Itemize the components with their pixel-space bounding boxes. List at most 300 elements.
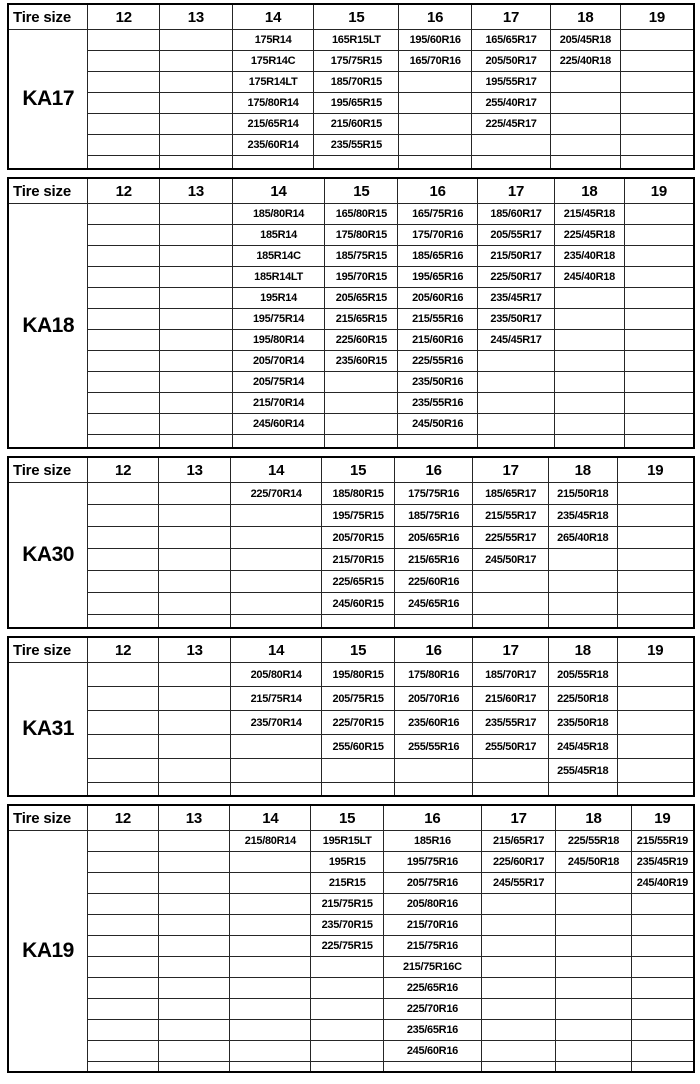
empty-cell [325,372,398,393]
empty-cell [230,1062,311,1073]
tire-size-cell: 225/55R17 [473,527,549,549]
tire-size-cell: 215/75R16 [383,936,481,957]
empty-cell [556,1020,631,1041]
empty-cell [230,957,311,978]
empty-cell [159,735,231,759]
empty-cell [88,1020,159,1041]
empty-cell [472,156,551,170]
tire-size-row [8,393,694,414]
empty-cell [325,393,398,414]
rim-diameter-header-12: 12 [88,805,159,831]
empty-cell [617,593,694,615]
empty-cell [478,414,555,435]
tire-size-cell: 235/55R17 [473,711,549,735]
tire-size-cell: 235/45R19 [631,852,694,873]
empty-cell [617,663,694,687]
empty-cell [624,309,694,330]
tire-size-cell: 205/80R14 [231,663,322,687]
tire-size-cell: 215/45R18 [554,204,624,225]
empty-cell [160,93,233,114]
tire-size-cell: 245/40R19 [631,873,694,894]
model-label-ka18: KA18 [8,204,88,449]
empty-cell [624,393,694,414]
tire-size-cell: 225/60R17 [481,852,555,873]
empty-cell [158,936,230,957]
empty-cell [88,225,160,246]
rim-diameter-header-12: 12 [88,4,160,30]
empty-cell [159,549,231,571]
tire-size-table-ka31 [7,636,695,797]
empty-cell [231,549,322,571]
tire-size-row [8,135,694,156]
tire-size-cell: 185R16 [383,831,481,852]
empty-cell [556,978,631,999]
rim-diameter-header-17: 17 [481,805,555,831]
rim-diameter-header-16: 16 [394,637,472,663]
empty-cell [159,571,231,593]
tire-size-row [8,225,694,246]
tire-size-cell: 195/65R15 [314,93,399,114]
rim-diameter-header-15: 15 [311,805,383,831]
tire-size-row [8,957,694,978]
empty-cell [88,873,159,894]
empty-cell [230,936,311,957]
tire-size-cell: 215/55R17 [473,505,549,527]
empty-cell [88,687,159,711]
tire-size-row [8,351,694,372]
empty-cell [231,527,322,549]
tire-size-row [8,1062,694,1073]
empty-cell [88,1041,159,1062]
empty-cell [88,735,159,759]
empty-cell [160,156,233,170]
empty-cell [311,978,383,999]
tire-size-cell: 195/75R14 [232,309,325,330]
model-label-ka31: KA31 [8,663,88,797]
empty-cell [556,1041,631,1062]
tire-size-row [8,156,694,170]
empty-cell [473,615,549,629]
empty-cell [160,288,233,309]
empty-cell [322,783,395,797]
empty-cell [231,505,322,527]
empty-cell [556,873,631,894]
tire-size-cell: 215/55R16 [398,309,478,330]
rim-diameter-header-13: 13 [159,637,231,663]
tire-size-cell: 195/75R16 [383,852,481,873]
empty-cell [620,72,694,93]
empty-cell [311,957,383,978]
empty-cell [554,351,624,372]
tire-size-row [8,51,694,72]
tire-size-cell: 185/65R16 [398,246,478,267]
empty-cell [325,435,398,449]
tire-size-cell: 245/40R18 [554,267,624,288]
empty-cell [160,330,233,351]
empty-cell [620,93,694,114]
empty-cell [159,615,231,629]
empty-cell [481,978,555,999]
tire-size-cell: 205/80R16 [383,894,481,915]
empty-cell [88,711,159,735]
empty-cell [554,414,624,435]
empty-cell [556,894,631,915]
tire-size-cell: 185/65R17 [473,483,549,505]
model-label-ka19: KA19 [8,831,88,1073]
empty-cell [88,759,159,783]
empty-cell [88,915,159,936]
empty-cell [158,1062,230,1073]
rim-diameter-header-15: 15 [314,4,399,30]
tire-size-cell: 225/65R15 [322,571,395,593]
rim-diameter-header-15: 15 [322,637,395,663]
tire-size-cell: 215/60R15 [314,114,399,135]
tire-size-cell: 195/75R15 [322,505,395,527]
tire-size-row [8,246,694,267]
empty-cell [231,759,322,783]
header-row [8,637,694,663]
tire-size-table-ka30 [7,456,695,629]
empty-cell [550,114,620,135]
empty-cell [473,759,549,783]
tire-size-row [8,330,694,351]
tire-size-row [8,267,694,288]
tire-size-cell: 255/50R17 [473,735,549,759]
tire-size-cell: 255/40R17 [472,93,551,114]
empty-cell [314,156,399,170]
tire-size-cell: 195R14 [232,288,325,309]
tire-size-cell: 245/45R18 [548,735,617,759]
empty-cell [617,759,694,783]
tire-size-cell: 235/60R14 [232,135,314,156]
tire-size-cell: 185/75R15 [325,246,398,267]
tire-size-cell: 215/70R15 [322,549,395,571]
empty-cell [624,288,694,309]
rim-diameter-header-12: 12 [88,637,159,663]
empty-cell [624,225,694,246]
empty-cell [631,1062,694,1073]
tire-size-cell: 225/60R16 [394,571,472,593]
tire-size-row [8,571,694,593]
empty-cell [160,204,233,225]
empty-cell [159,783,231,797]
tire-size-cell: 235/45R18 [548,505,617,527]
tire-size-row [8,687,694,711]
empty-cell [631,999,694,1020]
empty-cell [631,978,694,999]
tire-size-cell: 225/45R17 [472,114,551,135]
empty-cell [88,288,160,309]
tire-size-row [8,711,694,735]
empty-cell [160,51,233,72]
empty-cell [548,615,617,629]
empty-cell [88,936,159,957]
empty-cell [481,915,555,936]
empty-cell [88,852,159,873]
tire-size-cell: 205/65R16 [394,527,472,549]
empty-cell [158,978,230,999]
tire-size-cell: 165/65R17 [472,30,551,51]
tire-size-cell: 185R14LT [232,267,325,288]
empty-cell [88,593,159,615]
tire-size-cell: 205/55R18 [548,663,617,687]
empty-cell [88,505,159,527]
empty-cell [88,309,160,330]
tire-size-cell: 185/60R17 [478,204,555,225]
tire-size-cell: 175/70R16 [398,225,478,246]
empty-cell [88,267,160,288]
tire-size-cell: 215/60R16 [398,330,478,351]
tire-size-cell: 185R14 [232,225,325,246]
tire-size-cell: 245/50R16 [398,414,478,435]
rim-diameter-header-16: 16 [383,805,481,831]
tire-size-cell: 235/55R15 [314,135,399,156]
tire-size-row [8,615,694,629]
tire-size-cell: 185R14C [232,246,325,267]
tire-size-cell: 235/60R16 [394,711,472,735]
rim-diameter-header-19: 19 [624,178,694,204]
empty-cell [231,593,322,615]
empty-cell [399,135,472,156]
tire-size-cell: 235/70R15 [311,915,383,936]
empty-cell [160,114,233,135]
tire-size-row [8,114,694,135]
empty-cell [554,330,624,351]
tire-size-cell: 245/60R16 [383,1041,481,1062]
empty-cell [230,1020,311,1041]
empty-cell [394,783,472,797]
empty-cell [473,783,549,797]
tire-size-header-label: Tire size [8,637,88,663]
tire-size-cell: 235/50R17 [478,309,555,330]
tire-size-cell: 165/75R16 [398,204,478,225]
tire-size-cell: 185/70R15 [314,72,399,93]
empty-cell [481,1062,555,1073]
empty-cell [624,330,694,351]
empty-cell [554,309,624,330]
empty-cell [88,435,160,449]
empty-cell [88,549,159,571]
tire-size-cell: 225/70R14 [231,483,322,505]
empty-cell [473,593,549,615]
empty-cell [620,135,694,156]
tire-size-cell: 195/80R14 [232,330,325,351]
header-row [8,457,694,483]
tire-size-cell: 195R15LT [311,831,383,852]
empty-cell [624,204,694,225]
empty-cell [617,527,694,549]
empty-cell [159,593,231,615]
empty-cell [556,936,631,957]
tire-size-cell: 205/70R14 [232,351,325,372]
tire-size-row [8,435,694,449]
tire-size-cell: 265/40R18 [548,527,617,549]
tire-size-row [8,309,694,330]
empty-cell [230,873,311,894]
tire-size-cell: 225/55R16 [398,351,478,372]
tire-size-row [8,414,694,435]
tire-size-row [8,372,694,393]
tire-size-header-label: Tire size [8,178,88,204]
empty-cell [624,246,694,267]
rim-diameter-header-15: 15 [325,178,398,204]
tire-size-row [8,978,694,999]
empty-cell [631,936,694,957]
empty-cell [617,571,694,593]
tire-size-cell: 245/50R18 [556,852,631,873]
tire-size-cell: 175R14LT [232,72,314,93]
rim-diameter-header-13: 13 [160,4,233,30]
empty-cell [631,915,694,936]
empty-cell [617,711,694,735]
tire-size-cell: 245/50R17 [473,549,549,571]
empty-cell [624,351,694,372]
tire-size-row [8,527,694,549]
empty-cell [230,852,311,873]
rim-diameter-header-13: 13 [158,805,230,831]
tire-size-cell: 215/65R15 [325,309,398,330]
empty-cell [548,593,617,615]
empty-cell [88,527,159,549]
tire-size-cell: 235/55R16 [398,393,478,414]
empty-cell [398,435,478,449]
empty-cell [478,393,555,414]
empty-cell [550,156,620,170]
rim-diameter-header-17: 17 [473,457,549,483]
tire-size-cell: 235/50R16 [398,372,478,393]
empty-cell [88,393,160,414]
empty-cell [158,1020,230,1041]
empty-cell [158,852,230,873]
empty-cell [394,759,472,783]
tire-size-cell: 235/45R17 [478,288,555,309]
tire-size-row [8,894,694,915]
tire-size-cell: 215/75R15 [311,894,383,915]
tire-size-row [8,72,694,93]
tire-size-cell: 245/60R15 [322,593,395,615]
empty-cell [158,894,230,915]
empty-cell [624,414,694,435]
empty-cell [617,483,694,505]
tire-size-cell: 235/40R18 [554,246,624,267]
empty-cell [231,735,322,759]
header-row [8,178,694,204]
empty-cell [399,72,472,93]
empty-cell [160,246,233,267]
empty-cell [617,505,694,527]
empty-cell [159,687,231,711]
tire-size-cell: 245/45R17 [478,330,555,351]
tire-size-cell: 255/55R16 [394,735,472,759]
tire-size-cell: 205/75R15 [322,687,395,711]
empty-cell [158,873,230,894]
empty-cell [548,549,617,571]
tire-size-cell: 225/40R18 [550,51,620,72]
empty-cell [88,957,159,978]
tire-size-row [8,483,694,505]
tire-size-header-label: Tire size [8,805,88,831]
rim-diameter-header-12: 12 [88,457,159,483]
header-row [8,4,694,30]
empty-cell [231,571,322,593]
empty-cell [88,72,160,93]
tire-size-cell: 215/50R18 [548,483,617,505]
rim-diameter-header-16: 16 [394,457,472,483]
empty-cell [481,894,555,915]
empty-cell [158,1041,230,1062]
empty-cell [88,351,160,372]
empty-cell [160,393,233,414]
empty-cell [322,759,395,783]
tire-size-cell: 235/50R18 [548,711,617,735]
empty-cell [88,204,160,225]
tire-size-cell: 195/65R16 [398,267,478,288]
rim-diameter-header-18: 18 [548,637,617,663]
tire-size-cell: 225/50R17 [478,267,555,288]
tire-size-row [8,783,694,797]
tire-size-cell: 205/50R17 [472,51,551,72]
tire-size-row [8,1041,694,1062]
tire-size-cell: 215/75R14 [231,687,322,711]
tire-size-cell: 205/65R15 [325,288,398,309]
empty-cell [631,1041,694,1062]
tire-size-row [8,735,694,759]
rim-diameter-header-13: 13 [159,457,231,483]
empty-cell [481,1020,555,1041]
empty-cell [160,72,233,93]
empty-cell [481,1041,555,1062]
empty-cell [311,1020,383,1041]
model-label-ka17: KA17 [8,30,88,170]
tire-size-row [8,831,694,852]
rim-diameter-header-18: 18 [554,178,624,204]
empty-cell [160,267,233,288]
empty-cell [88,114,160,135]
empty-cell [230,915,311,936]
empty-cell [383,1062,481,1073]
empty-cell [160,351,233,372]
tire-size-header-label: Tire size [8,457,88,483]
tire-size-cell: 245/55R17 [481,873,555,894]
empty-cell [230,978,311,999]
empty-cell [158,957,230,978]
empty-cell [159,759,231,783]
empty-cell [160,372,233,393]
tire-size-row [8,549,694,571]
tire-size-cell: 205/55R17 [478,225,555,246]
tire-size-cell: 175/75R16 [394,483,472,505]
empty-cell [160,225,233,246]
empty-cell [160,30,233,51]
tire-size-row [8,93,694,114]
tire-size-cell: 225/55R18 [556,831,631,852]
tire-size-cell: 255/45R18 [548,759,617,783]
empty-cell [548,783,617,797]
rim-diameter-header-17: 17 [472,4,551,30]
tire-size-cell: 175R14C [232,51,314,72]
tire-size-row [8,915,694,936]
empty-cell [554,435,624,449]
rim-diameter-header-14: 14 [231,637,322,663]
empty-cell [556,957,631,978]
rim-diameter-header-14: 14 [231,457,322,483]
empty-cell [88,30,160,51]
tire-size-cell: 185/75R16 [394,505,472,527]
tire-size-row [8,505,694,527]
empty-cell [399,114,472,135]
tire-size-cell: 175/75R15 [314,51,399,72]
rim-diameter-header-18: 18 [548,457,617,483]
